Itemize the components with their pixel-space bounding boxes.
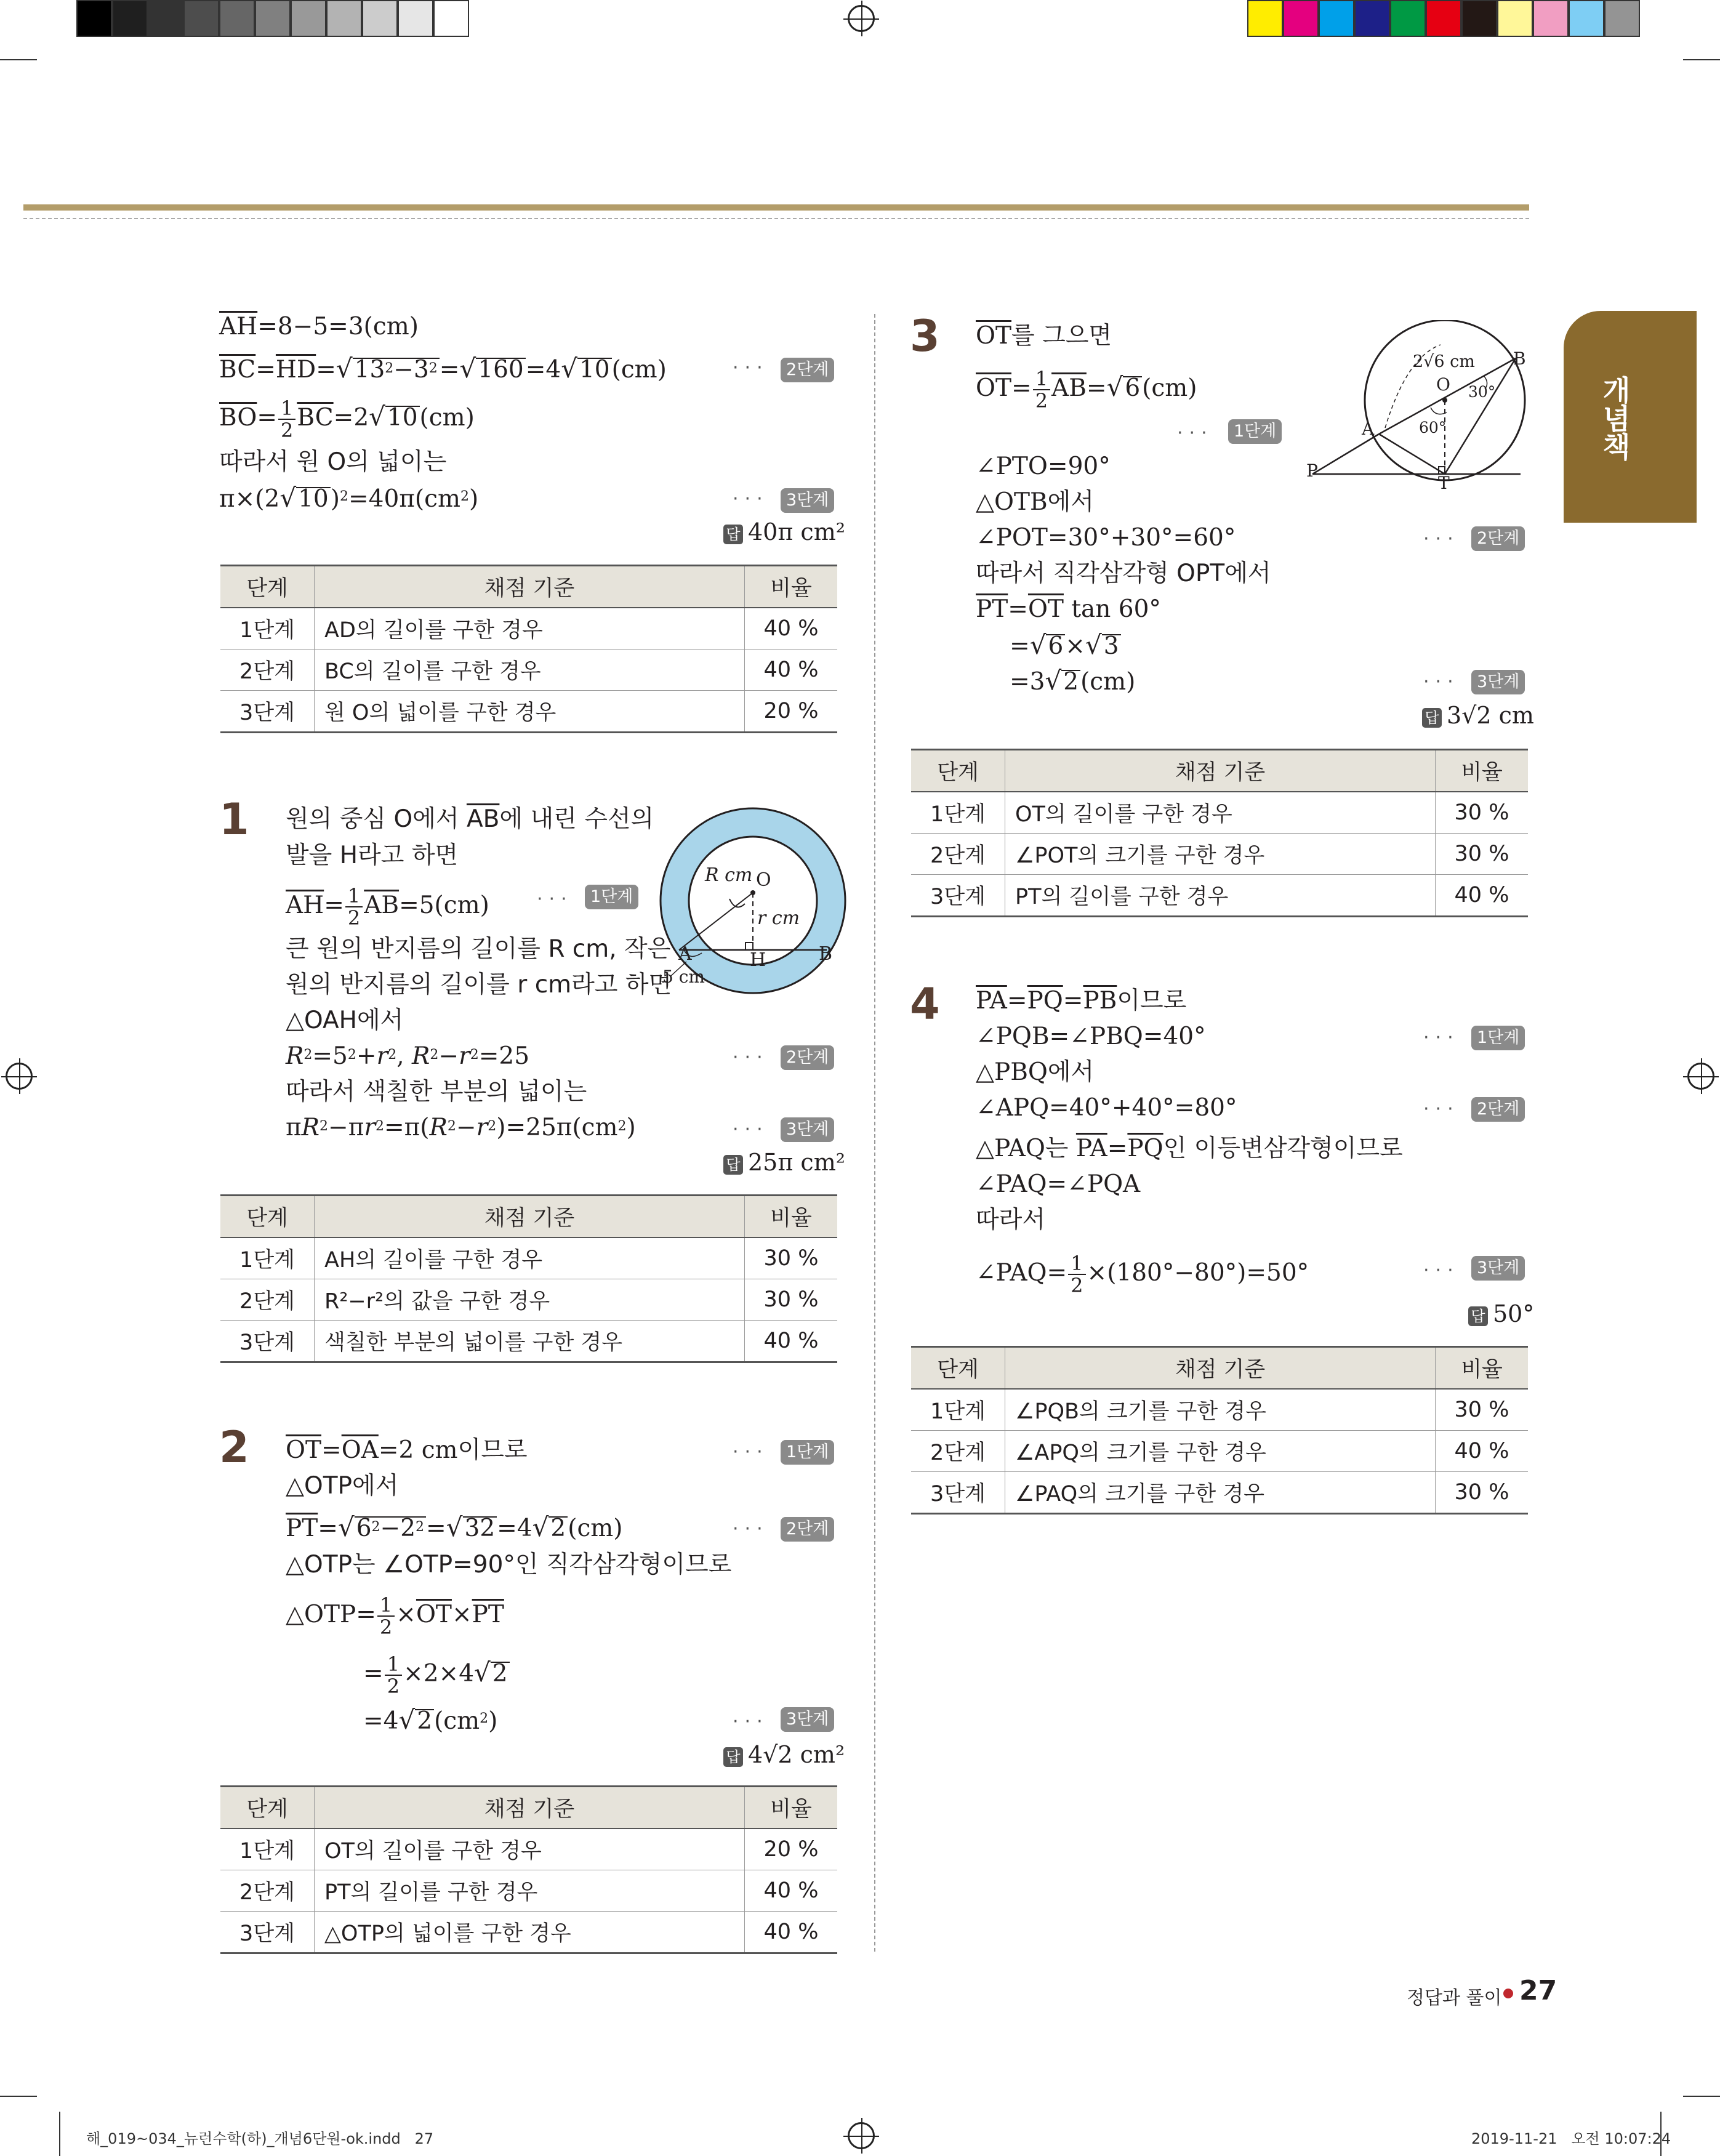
footer-label: 정답과 풀이 <box>1407 1987 1502 2009</box>
p4-line-1: $\overline{PA}=\overline{PQ}=\overline{PB}$이므로 <box>976 987 1187 1015</box>
dots: ··· <box>733 1711 769 1732</box>
cell-ratio: 40 % <box>1436 875 1529 917</box>
th-step: 단계 <box>911 750 1005 792</box>
p1-line-6: △OAH에서 <box>286 1007 404 1034</box>
criteria-table-2 <box>220 1785 837 1954</box>
p1-line-1: 원의 중심 O에서 $\overline{AB}$에 내린 수선의 <box>286 805 654 833</box>
cell-step: 2단계 <box>911 1431 1005 1472</box>
color-swatch <box>1283 0 1319 37</box>
th-ratio: 비율 <box>745 1787 838 1829</box>
fig3-label-O: O <box>1436 374 1450 395</box>
answer-text: 25π cm² <box>748 1149 845 1176</box>
p4-line-3: △PBQ에서 <box>976 1058 1095 1086</box>
th-step: 단계 <box>220 1787 315 1829</box>
crop-mark <box>0 59 37 60</box>
p4-line-8: ∠PAQ= $\frac{1}{2}$ ×(180°−80°)=50° <box>976 1252 1309 1297</box>
table-row <box>911 875 1528 917</box>
cell-ratio: 30 % <box>745 1279 838 1321</box>
answer: 답 50° <box>1468 1300 1534 1327</box>
dots: ··· <box>1423 671 1460 693</box>
header-dashed-rule <box>23 218 1529 219</box>
cell-criteria: 색칠한 부분의 넓이를 구한 경우 <box>315 1321 745 1362</box>
tangent-circle-figure <box>1299 320 1533 505</box>
color-swatch <box>112 0 148 37</box>
color-swatch <box>1569 0 1604 37</box>
table-row <box>220 608 837 650</box>
registration-mark-bottom <box>848 2122 875 2149</box>
criteria-table-1 <box>220 1194 837 1363</box>
dots: ··· <box>1177 422 1213 444</box>
step-badge: 1단계 <box>585 885 638 909</box>
cell-ratio: 40 % <box>1436 1431 1529 1472</box>
step-badge: 3단계 <box>781 1117 834 1142</box>
color-swatch <box>183 0 219 37</box>
dots: ··· <box>733 1119 769 1140</box>
fig3-label-A: A <box>1362 419 1375 439</box>
p4-line-5: △PAQ는 $\overline{PA}=\overline{PQ}$인 이등변삼각형이므로 <box>976 1135 1403 1162</box>
p1-line-9: $\pi R^2-\pi r^2=\pi(R^2-r^2)=25\pi(cm^2)$ <box>286 1114 636 1141</box>
table-row <box>220 1870 837 1912</box>
p1-line-8: 따라서 색칠한 부분의 넓이는 <box>286 1078 587 1106</box>
color-swatch <box>1461 0 1497 37</box>
table-row <box>220 1279 837 1321</box>
criteria-table-4 <box>911 1346 1528 1514</box>
step-badge: 1단계 <box>781 1440 834 1465</box>
fig3-label-60: 60° <box>1419 419 1447 436</box>
problem-number: 1 <box>219 794 249 845</box>
cell-criteria: OT의 길이를 구한 경우 <box>1005 792 1436 834</box>
cell-criteria: BC의 길이를 구한 경우 <box>315 650 745 691</box>
fig3-label-T: T <box>1438 473 1450 493</box>
p2-line-7: $=4√2(cm^2)$ <box>363 1705 498 1735</box>
cell-criteria: AD의 길이를 구한 경우 <box>315 608 745 650</box>
color-swatch <box>362 0 398 37</box>
dots: ··· <box>733 1047 769 1068</box>
color-swatch <box>326 0 362 37</box>
th-step: 단계 <box>220 566 315 608</box>
th-step: 단계 <box>911 1347 1005 1390</box>
answer: 답 3√2 cm <box>1422 702 1534 729</box>
fig3-label-P: P <box>1306 461 1318 481</box>
cell-step: 3단계 <box>220 691 315 733</box>
fig3-label-B: B <box>1513 348 1526 369</box>
step-badge: 2단계 <box>1471 1097 1525 1122</box>
criteria-table-3 <box>911 749 1528 917</box>
dots: ··· <box>733 1518 769 1540</box>
fig3-label-30: 30° <box>1468 383 1496 401</box>
cell-step: 1단계 <box>911 1389 1005 1431</box>
cell-ratio: 30 % <box>1436 792 1529 834</box>
prev-line-1: $\overline{AH}=8-5=3(cm)$ <box>219 313 419 340</box>
fig1-label-O: O <box>756 869 771 891</box>
step-badge: 3단계 <box>781 1707 834 1732</box>
cell-ratio: 30 % <box>1436 834 1529 875</box>
fig1-label-B: B <box>819 943 833 965</box>
color-swatch <box>433 0 469 37</box>
step-badge: 1단계 <box>1228 419 1282 444</box>
th-ratio: 비율 <box>745 1196 838 1238</box>
step-badge: 2단계 <box>781 358 834 382</box>
cell-ratio: 40 % <box>745 1912 838 1953</box>
color-swatch <box>1426 0 1461 37</box>
prev-line-2: $\overline{BC}=\overline{HD}=√13^2-3^2=√160=4√10(cm)$ <box>219 353 667 384</box>
color-swatch <box>76 0 112 37</box>
table-row <box>220 1237 837 1279</box>
step-badge: 2단계 <box>781 1517 834 1542</box>
fig1-label-H: H <box>750 949 766 971</box>
cell-ratio: 40 % <box>745 650 838 691</box>
fig1-label-R: R cm <box>705 864 753 886</box>
table-row <box>220 691 837 733</box>
crop-mark <box>59 2112 60 2156</box>
prev-line-3: $\overline{BO}=$ $\frac{1}{2}$ $\overline{BC}=2√10(cm)$ <box>219 396 475 442</box>
p3-line-3: ∠PTO=90° <box>976 453 1111 480</box>
crop-mark <box>1683 2096 1720 2097</box>
cell-criteria: ∠POT의 크기를 구한 경우 <box>1005 834 1436 875</box>
p2-line-6: = $\frac{1}{2}$ ×2×4√2 <box>363 1654 510 1697</box>
table-row <box>220 1321 837 1362</box>
table-row <box>220 1828 837 1870</box>
p2-line-2: △OTP에서 <box>286 1472 399 1500</box>
th-criteria: 채점 기준 <box>1005 1347 1436 1390</box>
answer-text: 3√2 cm <box>1447 702 1534 729</box>
th-criteria: 채점 기준 <box>1005 750 1436 792</box>
p3-line-5: ∠POT=30°+30°=60° <box>976 524 1236 552</box>
dots: ··· <box>733 1441 769 1463</box>
cell-ratio: 30 % <box>745 1237 838 1279</box>
page-number: 27 <box>1519 1975 1557 2006</box>
table-row <box>911 792 1528 834</box>
step-badge: 3단계 <box>1471 670 1525 694</box>
cell-step: 1단계 <box>220 1828 315 1870</box>
fig3-label-len: 2√6 cm <box>1413 352 1475 371</box>
registration-mark-left <box>6 1063 33 1090</box>
cell-ratio: 30 % <box>1436 1472 1529 1514</box>
column-divider <box>874 314 875 1952</box>
p3-line-9: =3√2(cm) <box>1010 666 1136 696</box>
dots: ··· <box>1423 528 1460 550</box>
color-swatch <box>255 0 291 37</box>
dots: ··· <box>1423 1027 1460 1048</box>
th-ratio: 비율 <box>1436 750 1529 792</box>
crop-mark <box>0 2096 37 2097</box>
color-swatch <box>1354 0 1390 37</box>
cell-ratio: 30 % <box>1436 1389 1529 1431</box>
table-row <box>220 650 837 691</box>
cell-step: 2단계 <box>220 650 315 691</box>
p2-line-5: △OTP= $\frac{1}{2}$ $\times\overline{OT}\times\overline{PT}$ <box>286 1593 504 1639</box>
color-swatch <box>1533 0 1569 37</box>
cell-step: 3단계 <box>911 875 1005 917</box>
answer: 답 4√2 cm² <box>723 1741 845 1768</box>
cell-criteria: R²−r²의 값을 구한 경우 <box>315 1279 745 1321</box>
table-row <box>911 1472 1528 1514</box>
cell-criteria: OT의 길이를 구한 경우 <box>315 1828 745 1870</box>
cell-criteria: PT의 길이를 구한 경우 <box>1005 875 1436 917</box>
p1-line-7: $R^2=5^2+r^2$, $R^2-r^2=25$ <box>286 1042 530 1070</box>
cell-step: 2단계 <box>220 1279 315 1321</box>
cell-ratio: 40 % <box>745 608 838 650</box>
color-swatch <box>291 0 326 37</box>
problem-number: 4 <box>910 979 940 1029</box>
cell-step: 3단계 <box>220 1321 315 1362</box>
p3-line-7: $\overline{PT}=\overline{OT}$ tan 60° <box>976 595 1161 623</box>
answer-text: 40π cm² <box>748 518 845 545</box>
cell-ratio: 20 % <box>745 1828 838 1870</box>
color-swatch <box>219 0 255 37</box>
footer-bullet <box>1503 1989 1513 1998</box>
table-row <box>220 1912 837 1953</box>
dots: ··· <box>733 488 769 510</box>
cell-criteria: △OTP의 넓이를 구한 경우 <box>315 1912 745 1953</box>
p3-line-8: =√6×√3 <box>1010 629 1121 662</box>
cell-criteria: ∠PQB의 크기를 구한 경우 <box>1005 1389 1436 1431</box>
p1-line-3: $\overline{AH}=$ $\frac{1}{2}$ $\overline{AB}=5(cm)$ <box>286 884 489 930</box>
print-date: 2019-11-21 오전 10:07:24 <box>1471 2130 1671 2147</box>
table-row <box>911 1431 1528 1472</box>
cell-ratio: 20 % <box>745 691 838 733</box>
p2-line-4: △OTP는 ∠OTP=90°인 직각삼각형이므로 <box>286 1551 732 1579</box>
cell-criteria: PT의 길이를 구한 경우 <box>315 1870 745 1912</box>
header-gold-rule <box>23 204 1529 211</box>
dots: ··· <box>733 357 769 379</box>
p1-line-5: 원의 반지름의 길이를 r cm라고 하면 <box>286 971 672 999</box>
problem-number: 2 <box>219 1422 249 1473</box>
p3-line-1: $\overline{OT}$를 그으면 <box>976 322 1112 350</box>
p3-line-6: 따라서 직각삼각형 OPT에서 <box>976 560 1271 587</box>
cell-criteria: 원 O의 넓이를 구한 경우 <box>315 691 745 733</box>
cell-step: 1단계 <box>220 608 315 650</box>
fig1-label-5cm: 5 cm <box>662 967 705 987</box>
p4-line-2: ∠PQB=∠PBQ=40° <box>976 1023 1206 1050</box>
file-slug: 해_019~034_뉴런수학(하)_개념6단원-ok.indd 27 <box>86 2130 434 2147</box>
fig1-label-A: A <box>678 943 692 965</box>
table-row <box>911 834 1528 875</box>
color-swatch <box>1390 0 1426 37</box>
p1-line-4: 큰 원의 반지름의 길이를 R cm, 작은 <box>286 935 671 963</box>
color-swatch <box>1604 0 1640 37</box>
dots: ··· <box>537 888 573 910</box>
prev-line-4: 따라서 원 O의 넓이는 <box>219 448 447 476</box>
th-ratio: 비율 <box>1436 1347 1529 1390</box>
cell-ratio: 40 % <box>745 1321 838 1362</box>
cell-step: 2단계 <box>220 1870 315 1912</box>
answer: 답 25π cm² <box>723 1149 845 1176</box>
p1-line-2: 발을 H라고 하면 <box>286 842 459 869</box>
th-criteria: 채점 기준 <box>315 1787 745 1829</box>
answer: 답 40π cm² <box>723 518 845 545</box>
p2-line-3: $\overline{PT}=√6^2-2^2=√32=4√2(cm)$ <box>286 1512 623 1542</box>
color-swatch <box>1497 0 1533 37</box>
p3-line-4: △OTB에서 <box>976 488 1094 516</box>
registration-mark-right <box>1687 1063 1714 1090</box>
step-badge: 3단계 <box>781 488 834 513</box>
cell-step: 3단계 <box>220 1912 315 1953</box>
step-badge: 1단계 <box>1471 1026 1525 1050</box>
criteria-table-prev <box>220 565 837 733</box>
p4-line-6: ∠PAQ=∠PQA <box>976 1170 1141 1198</box>
cell-ratio: 40 % <box>745 1870 838 1912</box>
p2-line-1: $\overline{OT}=\overline{OA}=2$ cm이므로 <box>286 1436 528 1464</box>
cell-criteria: AH의 길이를 구한 경우 <box>315 1237 745 1279</box>
crop-mark <box>1683 59 1720 60</box>
color-swatch <box>398 0 433 37</box>
cell-step: 1단계 <box>911 792 1005 834</box>
registration-mark-top <box>848 5 875 32</box>
cell-step: 2단계 <box>911 834 1005 875</box>
step-badge: 3단계 <box>1471 1256 1525 1281</box>
cell-criteria: ∠APQ의 크기를 구한 경우 <box>1005 1431 1436 1472</box>
step-badge: 2단계 <box>781 1045 834 1070</box>
step-badge: 2단계 <box>1471 526 1525 551</box>
cell-step: 1단계 <box>220 1237 315 1279</box>
th-step: 단계 <box>220 1196 315 1238</box>
th-criteria: 채점 기준 <box>315 1196 745 1238</box>
p4-line-4: ∠APQ=40°+40°=80° <box>976 1094 1237 1122</box>
dots: ··· <box>1423 1260 1460 1281</box>
cell-step: 3단계 <box>911 1472 1005 1514</box>
cell-criteria: ∠PAQ의 크기를 구한 경우 <box>1005 1472 1436 1514</box>
table-row <box>911 1389 1528 1431</box>
fig1-label-r: r cm <box>757 907 800 929</box>
p3-line-2: $\overline{OT}=$ $\frac{1}{2}$ $\overline{AB}=√6(cm)$ <box>976 367 1197 412</box>
dots: ··· <box>1423 1098 1460 1120</box>
answer-text: 4√2 cm² <box>748 1741 845 1768</box>
th-ratio: 비율 <box>745 566 838 608</box>
p4-line-7: 따라서 <box>976 1206 1046 1234</box>
side-tab-label: 개념책 <box>1598 376 1631 461</box>
problem-number: 3 <box>910 311 940 361</box>
color-swatch <box>148 0 183 37</box>
color-swatch <box>1247 0 1283 37</box>
color-swatch <box>1319 0 1354 37</box>
th-criteria: 채점 기준 <box>315 566 745 608</box>
prev-line-5: $\pi\times(2√10)^2=40\pi(cm^2)$ <box>219 483 479 513</box>
answer-text: 50° <box>1493 1300 1535 1327</box>
